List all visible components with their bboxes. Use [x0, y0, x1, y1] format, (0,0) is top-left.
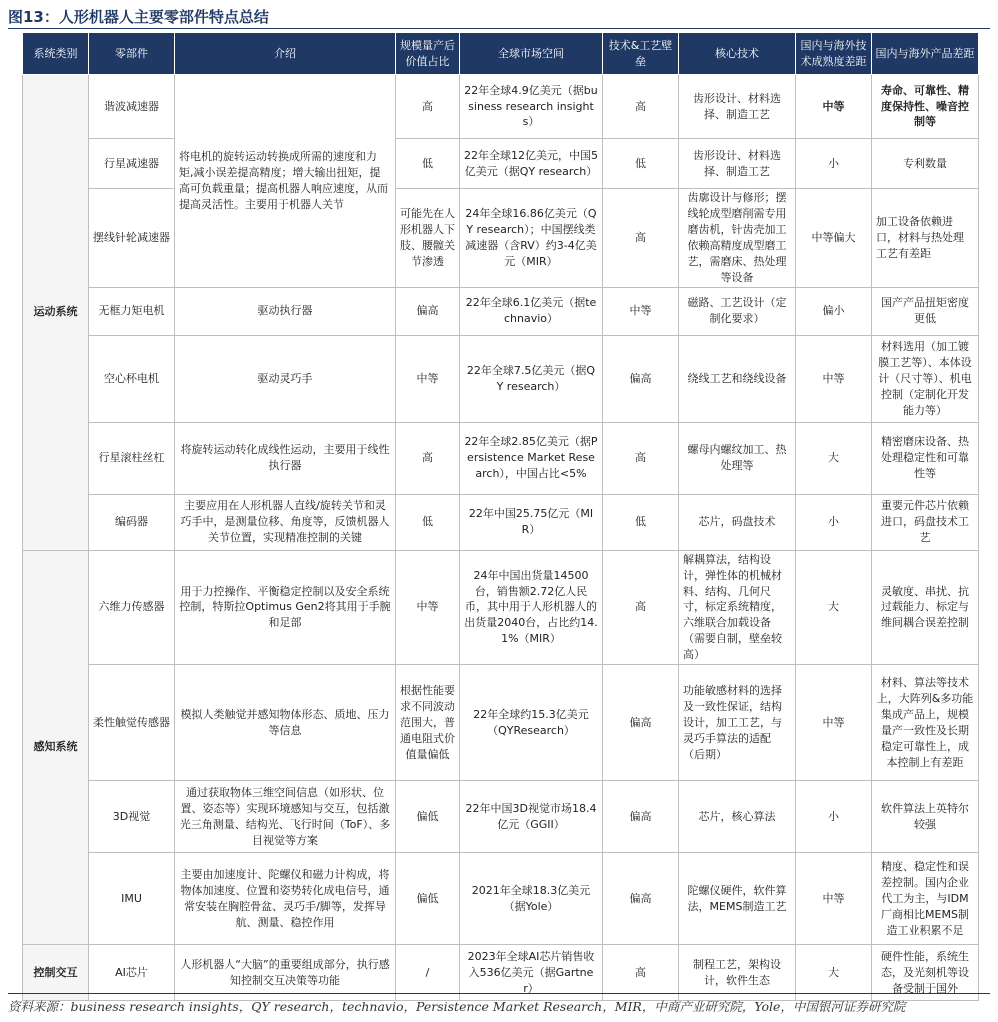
intro-cell: 主要应用在人形机器人直线/旋转关节和灵巧手中，是测量位移、角度等，反馈机器人关节位置，实现精准控制的关键	[175, 494, 396, 550]
intro-cell: 主要由加速度计、陀螺仪和磁力计构成，将物体加速度、位置和姿势转化成电信号，通常安装在胸腔骨盆、灵巧手/脚等，发挥导航、测量、稳控作用	[175, 853, 396, 945]
market-cell: 22年中国3D视觉市场18.4亿元（GGII）	[460, 781, 603, 853]
market-cell: 22年全球7.5亿美元（据QY research）	[460, 335, 603, 422]
part-cell: 行星减速器	[89, 139, 175, 189]
diff-cell: 软件算法上英特尔较强	[872, 781, 979, 853]
part-cell: 无框力矩电机	[89, 287, 175, 335]
tech-cell: 制程工艺，架构设计，软件生态	[679, 945, 796, 1001]
market-cell: 24年中国出货量14500台，销售额2.72亿人民币，其中用于人形机器人的出货量2040台，占比约14.1%（MIR）	[460, 550, 603, 665]
market-cell: 22年中国25.75亿元（MIR）	[460, 494, 603, 550]
market-cell: 22年全球2.85亿美元（据Persistence Market Research），中国占比<5%	[460, 422, 603, 494]
title-divider	[8, 28, 990, 29]
barrier-cell: 低	[603, 494, 679, 550]
part-cell: 3D视觉	[89, 781, 175, 853]
intro-cell: 用于力控操作、平衡稳定控制以及安全系统控制，特斯拉Optimus Gen2将其用于手腕和足部	[175, 550, 396, 665]
system-control: 控制交互	[23, 945, 89, 1001]
part-cell: IMU	[89, 853, 175, 945]
table-row	[23, 550, 979, 665]
table-row	[23, 494, 979, 550]
share-cell: 偏高	[396, 287, 460, 335]
share-cell: 根据性能要求不同波动范围大，普通电阻式价值量偏低	[396, 665, 460, 781]
share-cell: 中等	[396, 550, 460, 665]
header-system: 系统类别	[23, 33, 89, 75]
share-cell: /	[396, 945, 460, 1001]
figure-title: 图13：人形机器人主要零部件特点总结	[8, 8, 269, 26]
diff-cell: 重要元件芯片依赖进口，码盘技术工艺	[872, 494, 979, 550]
table-row	[23, 139, 979, 189]
tech-cell: 芯片，码盘技术	[679, 494, 796, 550]
part-cell: 摆线针轮减速器	[89, 189, 175, 288]
barrier-cell: 偏高	[603, 665, 679, 781]
table-row	[23, 853, 979, 945]
tech-cell: 齿形设计、材料选择、制造工艺	[679, 139, 796, 189]
header-gap: 国内与海外技术成熟度差距	[796, 33, 872, 75]
table-row	[23, 781, 979, 853]
diff-cell: 国产产品扭矩密度更低	[872, 287, 979, 335]
gap-cell: 中等	[796, 853, 872, 945]
gap-cell: 中等	[796, 335, 872, 422]
market-cell: 22年全球12亿美元，中国5亿美元（据QY research）	[460, 139, 603, 189]
table-row	[23, 665, 979, 781]
tech-cell: 磁路、工艺设计（定制化要求）	[679, 287, 796, 335]
market-cell: 22年全球4.9亿美元（据business research insights）	[460, 75, 603, 139]
intro-cell: 人形机器人“大脑”的重要组成部分，执行感知控制交互决策等功能	[175, 945, 396, 1001]
gap-cell: 中等	[796, 665, 872, 781]
tech-cell: 陀螺仪硬件，软件算法，MEMS制造工艺	[679, 853, 796, 945]
tech-cell: 齿形设计、材料选择、制造工艺	[679, 75, 796, 139]
barrier-cell: 偏高	[603, 335, 679, 422]
share-cell: 高	[396, 422, 460, 494]
header-market: 全球市场空间	[460, 33, 603, 75]
diff-cell: 硬件性能，系统生态，及光刻机等设备受制于国外	[872, 945, 979, 1001]
tech-cell: 解耦算法，结构设计，弹性体的机械材料、结构、几何尺寸，标定系统精度，六维联合加载设备（需要自制，壁垒较高）	[679, 550, 796, 665]
market-cell: 22年全球约15.3亿美元（QYResearch）	[460, 665, 603, 781]
market-cell: 24年全球16.86亿美元（QY research）；中国摆线类减速器（含RV）约3-4亿美元（MIR）	[460, 189, 603, 288]
barrier-cell: 偏高	[603, 853, 679, 945]
share-cell: 高	[396, 75, 460, 139]
part-cell: 编码器	[89, 494, 175, 550]
header-share: 规模量产后价值占比	[396, 33, 460, 75]
intro-cell: 驱动灵巧手	[175, 335, 396, 422]
gap-cell: 小	[796, 781, 872, 853]
tech-cell: 螺母内螺纹加工、热处理等	[679, 422, 796, 494]
market-cell: 2023年全球AI芯片销售收入536亿美元（据Gartner）	[460, 945, 603, 1001]
header-tech: 核心技术	[679, 33, 796, 75]
gap-cell: 偏小	[796, 287, 872, 335]
barrier-cell: 高	[603, 189, 679, 288]
gap-cell: 大	[796, 422, 872, 494]
part-cell: 空心杯电机	[89, 335, 175, 422]
share-cell: 偏低	[396, 853, 460, 945]
diff-cell: 精度、稳定性和误差控制。国内企业代工为主，与IDM厂商相比MEMS制造工业积累不足	[872, 853, 979, 945]
intro-cell: 驱动执行器	[175, 287, 396, 335]
gap-cell: 中等	[796, 75, 872, 139]
diff-cell: 精密磨床设备、热处理稳定性和可靠性等	[872, 422, 979, 494]
tech-cell: 齿廓设计与修形；摆线轮成型磨削需专用磨齿机，针齿壳加工依赖高精度成型磨工艺，需磨床、热处理等设备	[679, 189, 796, 288]
barrier-cell: 低	[603, 139, 679, 189]
table-row	[23, 287, 979, 335]
part-cell: 六维力传感器	[89, 550, 175, 665]
system-sensing: 感知系统	[23, 550, 89, 945]
part-cell: 柔性触觉传感器	[89, 665, 175, 781]
table-row	[23, 75, 979, 139]
table-row	[23, 422, 979, 494]
market-cell: 22年全球6.1亿美元（据technavio）	[460, 287, 603, 335]
table-row	[23, 189, 979, 288]
header-part: 零部件	[89, 33, 175, 75]
intro-cell: 将旋转运动转化成线性运动，主要用于线性执行器	[175, 422, 396, 494]
intro-cell: 通过获取物体三维空间信息（如形状、位置、姿态等）实现环境感知与交互，包括激光三角测量、结构光、飞行时间（ToF）、多目视觉等方案	[175, 781, 396, 853]
share-cell: 低	[396, 139, 460, 189]
tech-cell: 芯片，核心算法	[679, 781, 796, 853]
intro-cell: 模拟人类触觉并感知物体形态、质地、压力等信息	[175, 665, 396, 781]
diff-cell: 灵敏度、串扰、抗过载能力、标定与维间耦合误差控制	[872, 550, 979, 665]
share-cell: 低	[396, 494, 460, 550]
barrier-cell: 偏高	[603, 781, 679, 853]
barrier-cell: 高	[603, 422, 679, 494]
intro-cell: 将电机的旋转运动转换成所需的速度和力矩,减小误差提高精度；增大输出扭矩，提高可负载重量；提高机器人响应速度，从而提高灵活性。主要用于机器人关节	[175, 75, 396, 288]
gap-cell: 小	[796, 494, 872, 550]
part-cell: 谐波减速器	[89, 75, 175, 139]
share-cell: 中等	[396, 335, 460, 422]
source-note: 资料来源：business research insights，QY research，technavio，Persistence Market Research，MIR，中商产业研究院，Yole，中国银河证券研究院	[8, 999, 906, 1014]
tech-cell: 绕线工艺和绕线设备	[679, 335, 796, 422]
header-diff: 国内与海外产品差距	[872, 33, 979, 75]
diff-cell: 材料、算法等技术上，大阵列&多功能集成产品上，规模量产一致性及长期稳定可靠性上，成本控制上有差距	[872, 665, 979, 781]
system-motion: 运动系统	[23, 75, 89, 551]
diff-cell: 专利数量	[872, 139, 979, 189]
header-barrier: 技术&工艺壁垒	[603, 33, 679, 75]
market-cell: 2021年全球18.3亿美元（据Yole）	[460, 853, 603, 945]
gap-cell: 中等偏大	[796, 189, 872, 288]
diff-cell: 加工设备依赖进口，材料与热处理工艺有差距	[872, 189, 979, 288]
barrier-cell: 高	[603, 75, 679, 139]
share-cell: 可能先在人形机器人下肢、腰髋关节渗透	[396, 189, 460, 288]
bottom-divider	[8, 993, 990, 994]
header-intro: 介绍	[175, 33, 396, 75]
share-cell: 偏低	[396, 781, 460, 853]
part-cell: 行星滚柱丝杠	[89, 422, 175, 494]
diff-cell: 材料选用（加工镀膜工艺等）、本体设计（尺寸等）、机电控制（定制化开发能力等）	[872, 335, 979, 422]
barrier-cell: 高	[603, 550, 679, 665]
table-row	[23, 335, 979, 422]
gap-cell: 大	[796, 550, 872, 665]
component-table	[22, 32, 979, 1001]
header-row	[23, 33, 979, 75]
diff-cell: 寿命、可靠性、精度保持性、噪音控制等	[872, 75, 979, 139]
barrier-cell: 中等	[603, 287, 679, 335]
gap-cell: 大	[796, 945, 872, 1001]
barrier-cell: 高	[603, 945, 679, 1001]
part-cell: AI芯片	[89, 945, 175, 1001]
tech-cell: 功能敏感材料的选择及一致性保证，结构设计，加工工艺，与灵巧手算法的适配（后期）	[679, 665, 796, 781]
gap-cell: 小	[796, 139, 872, 189]
